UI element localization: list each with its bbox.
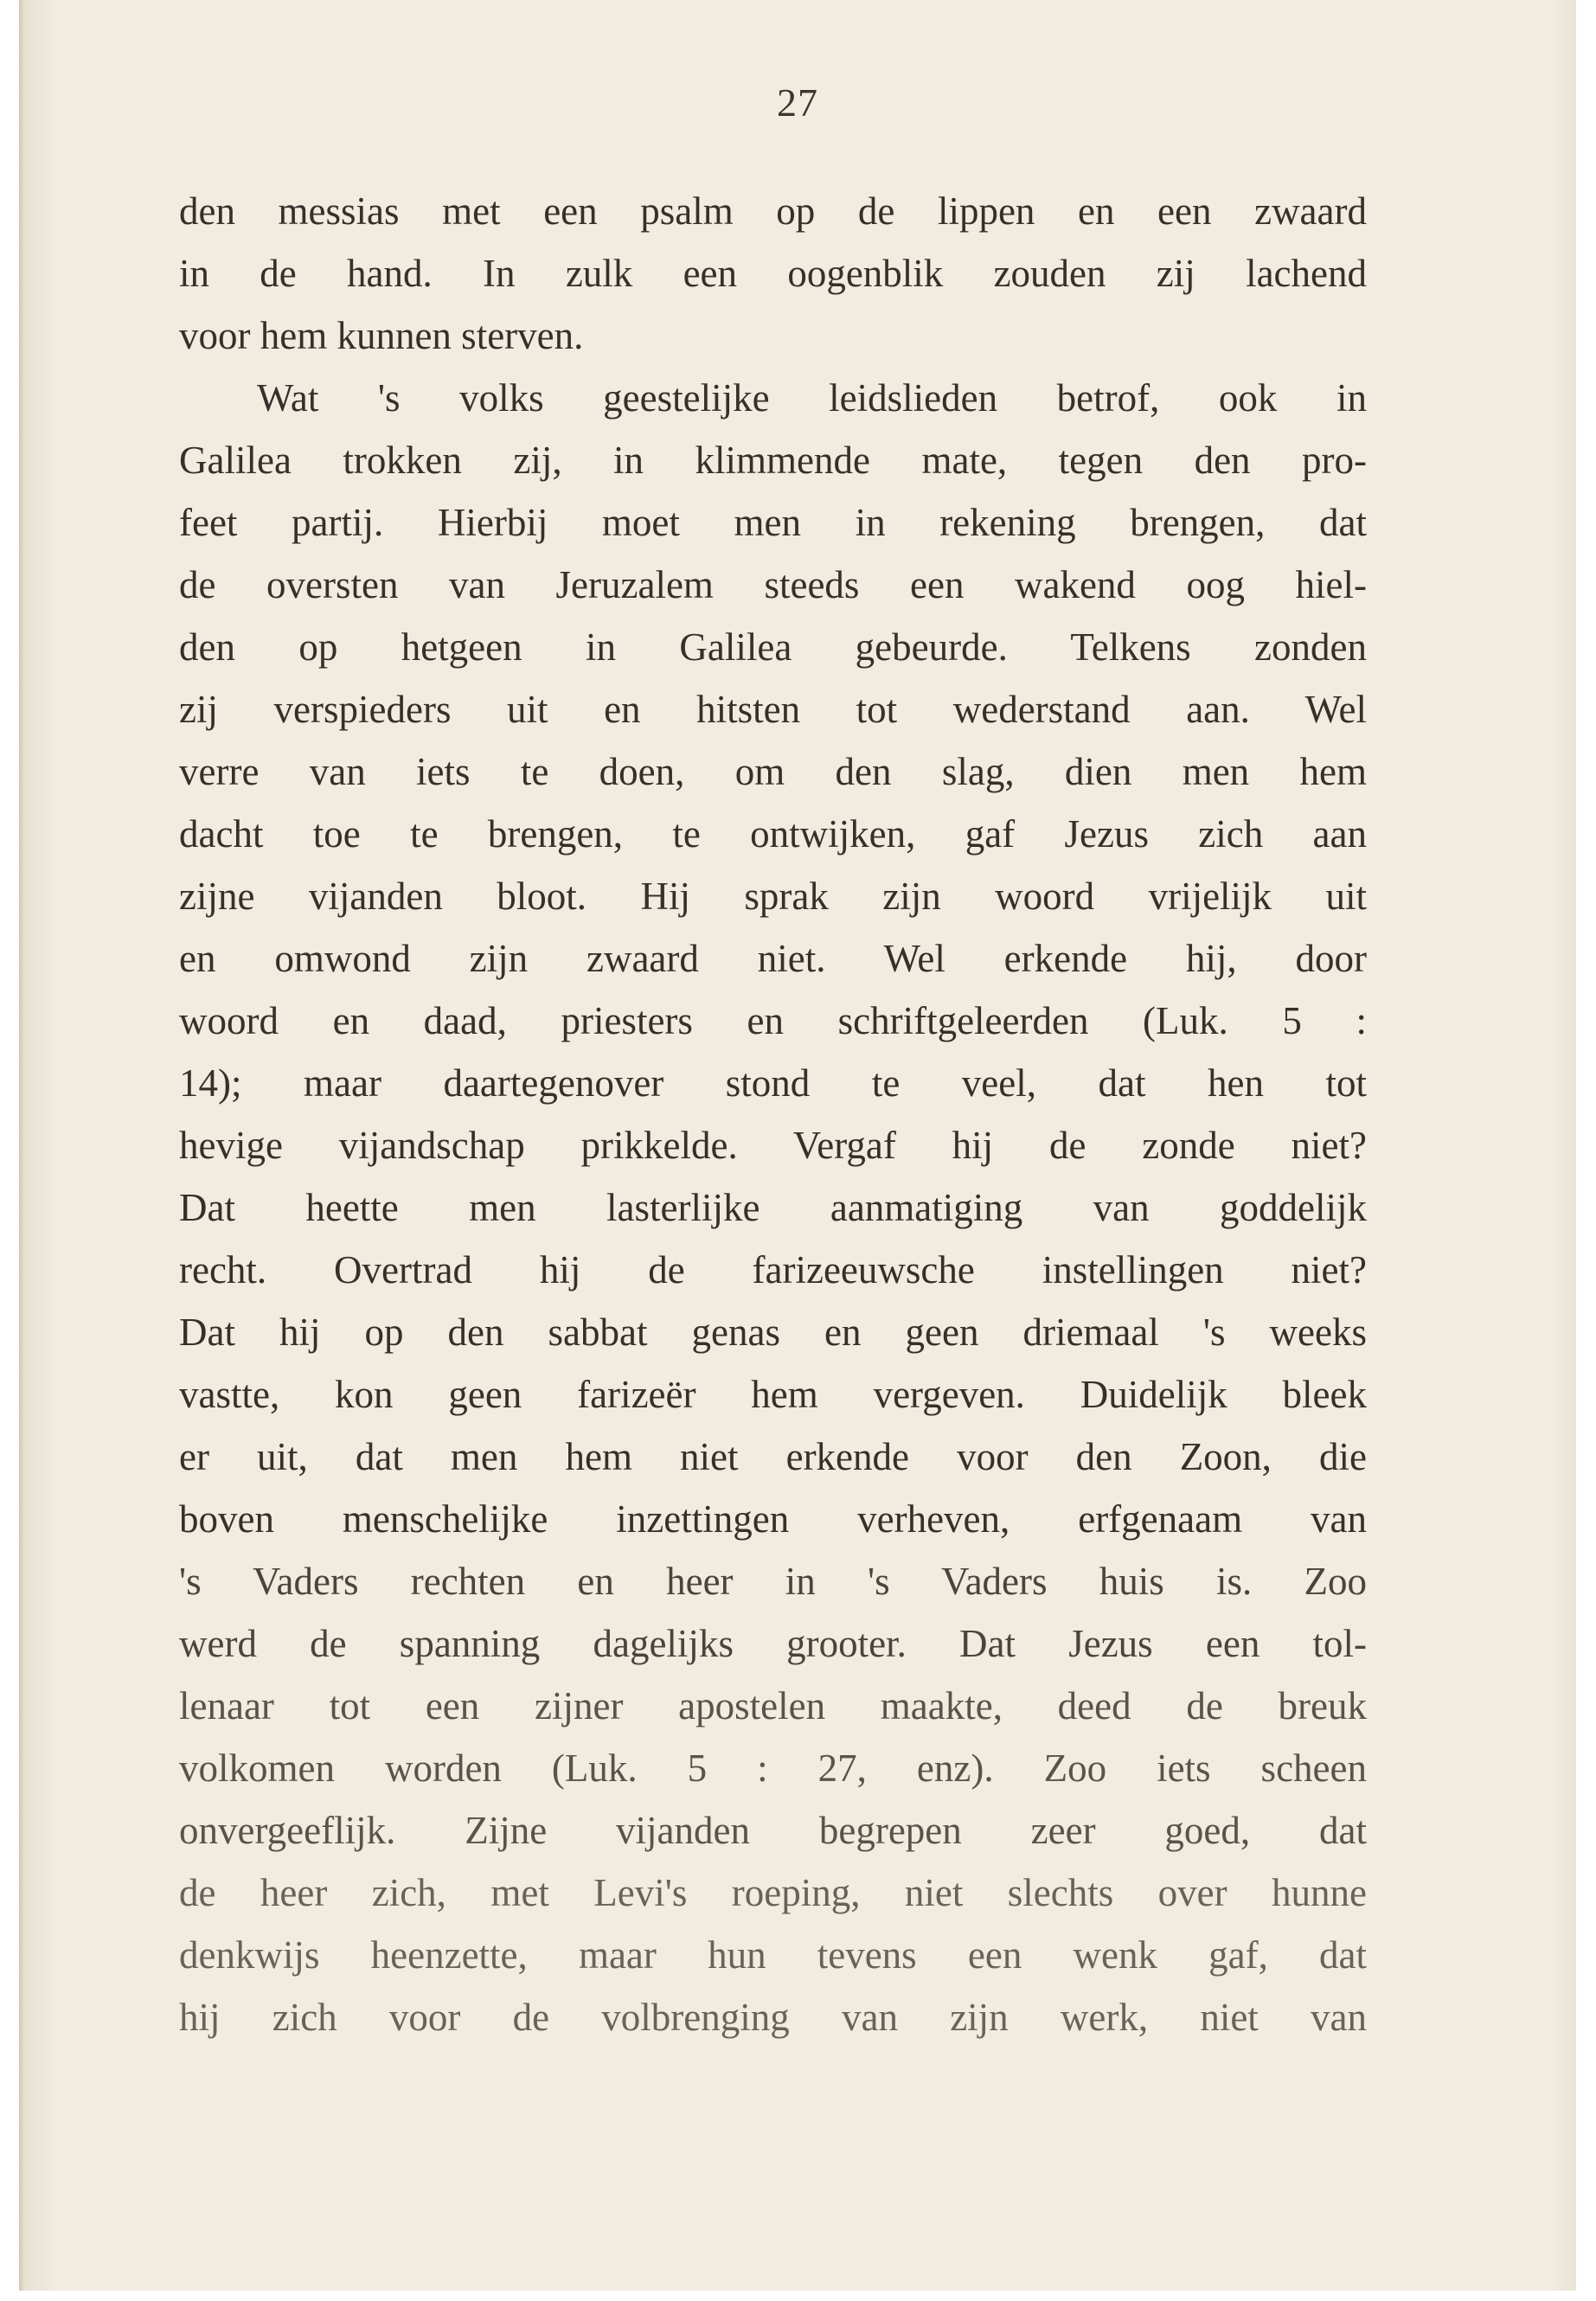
book-page: [19, 0, 1576, 2291]
text-line: recht. Overtrad hij de farizeeuwsche instellingen niet?: [179, 1248, 1367, 1292]
text-line: den op hetgeen in Galilea gebeurde. Telkens zonden: [179, 625, 1367, 669]
text-line: onvergeeflijk. Zijne vijanden begrepen zeer goed, dat: [179, 1809, 1367, 1852]
text-line: Dat heette men lasterlijke aanmatiging van goddelijk: [179, 1186, 1367, 1229]
text-line: werd de spanning dagelijks grooter. Dat Jezus een tol-: [179, 1622, 1367, 1665]
text-line: lenaar tot een zijner apostelen maakte, deed de breuk: [179, 1684, 1367, 1727]
text-line: de heer zich, met Levi's roeping, niet slechts over hunne: [179, 1871, 1367, 1914]
text-line: den messias met een psalm op de lippen en een zwaard: [179, 189, 1367, 233]
text-line: feet partij. Hierbij moet men in rekening brengen, dat: [179, 501, 1367, 544]
text-line: zij verspieders uit en hitsten tot wederstand aan. Wel: [179, 688, 1367, 731]
text-line: Galilea trokken zij, in klimmende mate, tegen den pro-: [179, 439, 1367, 482]
text-line: in de hand. In zulk een oogenblik zouden zij lachend: [179, 252, 1367, 295]
text-line: hevige vijandschap prikkelde. Vergaf hij de zonde niet?: [179, 1124, 1367, 1167]
page-number: 27: [777, 80, 818, 125]
text-line: 14); maar daartegenover stond te veel, dat hen tot: [179, 1061, 1367, 1105]
text-line: voor hem kunnen sterven.: [179, 314, 584, 357]
text-line: volkomen worden (Luk. 5 : 27, enz). Zoo iets scheen: [179, 1747, 1367, 1790]
text-line: Wat 's volks geestelijke leidslieden betrof, ook in: [257, 376, 1367, 420]
text-line: er uit, dat men hem niet erkende voor den Zoon, die: [179, 1435, 1367, 1478]
body-text: [179, 180, 1367, 2048]
text-line: dacht toe te brengen, te ontwijken, gaf Jezus zich aan: [179, 812, 1367, 856]
text-line: boven menschelijke inzettingen verheven, erfgenaam van: [179, 1497, 1367, 1541]
page-binding-edge: [19, 0, 24, 2291]
text-line: en omwond zijn zwaard niet. Wel erkende hij, door: [179, 937, 1367, 980]
text-line: de oversten van Jeruzalem steeds een wakend oog hiel-: [179, 563, 1367, 606]
text-line: vastte, kon geen farizeër hem vergeven. Duidelijk bleek: [179, 1373, 1367, 1416]
text-line: hij zich voor de volbrenging van zijn werk, niet van: [179, 1996, 1367, 2039]
text-line: 's Vaders rechten en heer in 's Vaders huis is. Zoo: [179, 1560, 1367, 1603]
text-line: Dat hij op den sabbat genas en geen driemaal 's weeks: [179, 1311, 1367, 1354]
text-line: zijne vijanden bloot. Hij sprak zijn woord vrijelijk uit: [179, 875, 1367, 918]
text-line: denkwijs heenzette, maar hun tevens een wenk gaf, dat: [179, 1933, 1367, 1977]
text-line: woord en daad, priesters en schriftgeleerden (Luk. 5 :: [179, 999, 1367, 1042]
text-line: verre van iets te doen, om den slag, dien men hem: [179, 750, 1367, 793]
